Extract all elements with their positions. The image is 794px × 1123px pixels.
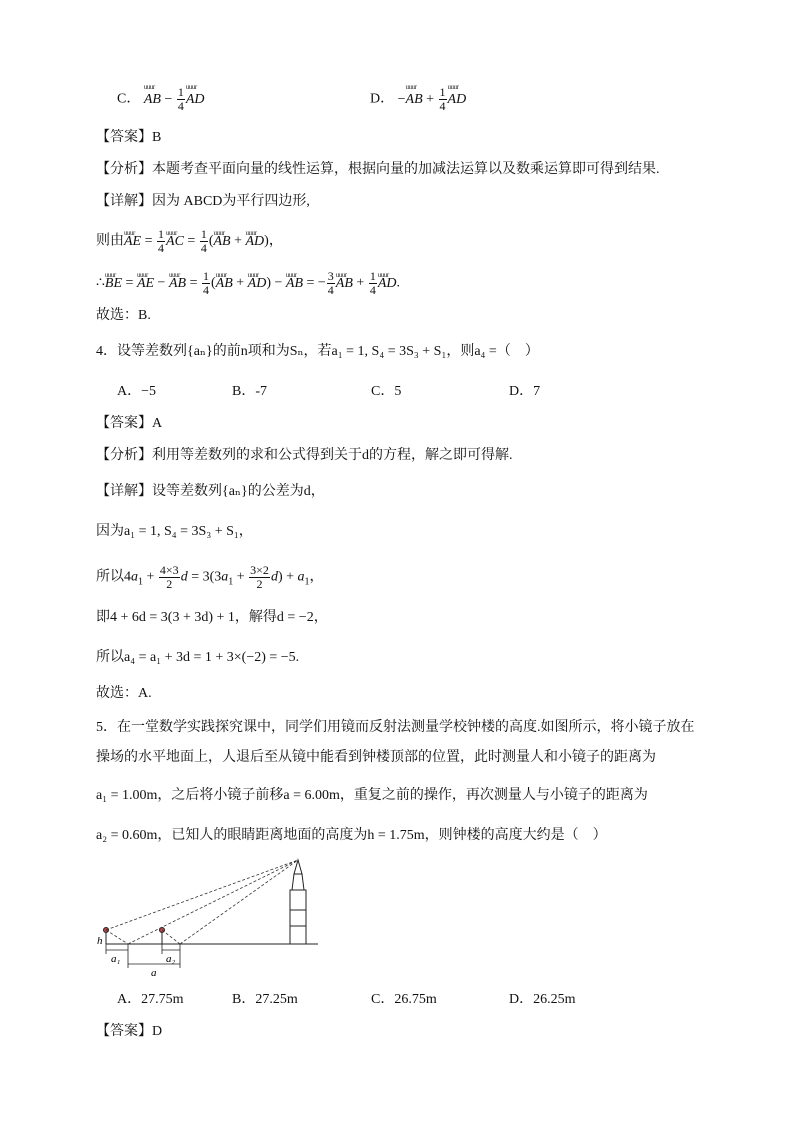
- q5-answer: 【答案】D: [96, 1024, 163, 1039]
- fig-label-a: a: [151, 967, 157, 979]
- q3-option-d-label: D．: [370, 91, 395, 107]
- fig-label-a2: a₂: [166, 953, 176, 965]
- fig-label-a1: a₁: [111, 953, 121, 965]
- mirror-clocktower-figure: [96, 856, 326, 981]
- q3-step2: ∴uuur BE = uuur AE − uuur AB = $\frac{1}{4}$ (uuur AB + uuur AD) − uuur AB = − $\frac{3}{4}$ uuur AB + $\frac{1}{4}$ uuur AD.: [96, 270, 400, 297]
- q5-stem-line4: a₂ = 0.60m，已知人的眼睛距离地面的高度为h = 1.75m，则钟楼的高度大约是（ ）: [96, 828, 607, 843]
- q3-answer: 【答案】B: [96, 130, 162, 145]
- q4-option-c: C．5: [371, 384, 402, 399]
- q4-step2-prefix: 所以: [96, 569, 124, 585]
- q5-option-b: B．27.25m: [232, 992, 298, 1007]
- q4-detail: 【详解】设等差数列{aₙ}的公差为d，: [96, 484, 325, 499]
- person-two: [160, 928, 165, 945]
- clock-tower: [290, 860, 306, 944]
- q3-detail: 【详解】因为 ABCD为平行四边形,: [96, 194, 310, 209]
- q3-step1: 则由uuur AE = $\frac{1}{4}$ uuur AC = $\frac{1}{4}$ (uuur AB + uuur AD)，: [96, 228, 283, 255]
- sight-lines: [106, 860, 298, 944]
- q4-step1: 因为a₁ = 1, S₄ = 3S₃ + S₁，: [96, 524, 253, 539]
- q3-option-d: [370, 86, 466, 113]
- q3-option-c-expr: uuur AB − $\frac{1}{4}$ uuur AD: [144, 92, 205, 107]
- q5-stem-line1: 5．在一堂数学实践探究课中，同学们用镜而反射法测量学校钟楼的高度.如图所示，将小镜子放在: [96, 720, 695, 735]
- q5-option-d: D．26.25m: [509, 992, 576, 1007]
- q3-option-c: [117, 86, 205, 113]
- q4-option-b: B．-7: [232, 384, 267, 399]
- q4-option-a: A．−5: [117, 384, 157, 399]
- q5-option-c: C．26.75m: [371, 992, 437, 1007]
- fig-label-h: h: [97, 935, 103, 947]
- q4-answer: 【答案】A: [96, 416, 163, 431]
- q4-analysis: 【分析】利用等差数列的求和公式得到关于d的方程，解之即可得解.: [96, 448, 513, 463]
- q5-stem-line3: a₁ = 1.00m，之后将小镜子前移a = 6.00m，重复之前的操作，再次测量人与小镜子的距离为: [96, 788, 648, 803]
- q3-final: 故选：B.: [96, 308, 151, 323]
- q4-step3: 即4 + 6d = 3(3 + 3d) + 1，解得d = −2，: [96, 610, 328, 625]
- q4-step4: 所以a₄ = a₁ + 3d = 1 + 3×(−2) = −5.: [96, 650, 300, 665]
- q5-option-a: A．27.75m: [117, 992, 184, 1007]
- q3-option-c-label: C．: [117, 91, 141, 107]
- q4-stem: 4．设等差数列{aₙ}的前n项和为Sₙ，若a₁ = 1, S₄ = 3S₃ + S₁，则a₄ =（ ）: [96, 344, 539, 359]
- q3-option-d-expr: −uuur AB + $\frac{1}{4}$ uuur AD: [398, 92, 467, 107]
- q3-analysis: 【分析】本题考查平面向量的线性运算，根据向量的加减法运算以及数乘运算即可得到结果.: [96, 162, 660, 177]
- q4-final: 故选：A.: [96, 686, 152, 701]
- q4-option-d: D．7: [509, 384, 541, 399]
- q4-step2: 所以$4a_1$ + $\frac{4\times 3}{2}$ $d = 3(3a_1$ + $\frac{3\times 2}{2}$ $d) + a_1$，: [96, 563, 324, 591]
- q5-stem-line2: 操场的水平地面上，人退后至从镜中能看到钟楼顶部的位置，此时测量人和小镜子的距离为: [96, 750, 656, 765]
- q3-step1-prefix: 则由: [96, 233, 124, 249]
